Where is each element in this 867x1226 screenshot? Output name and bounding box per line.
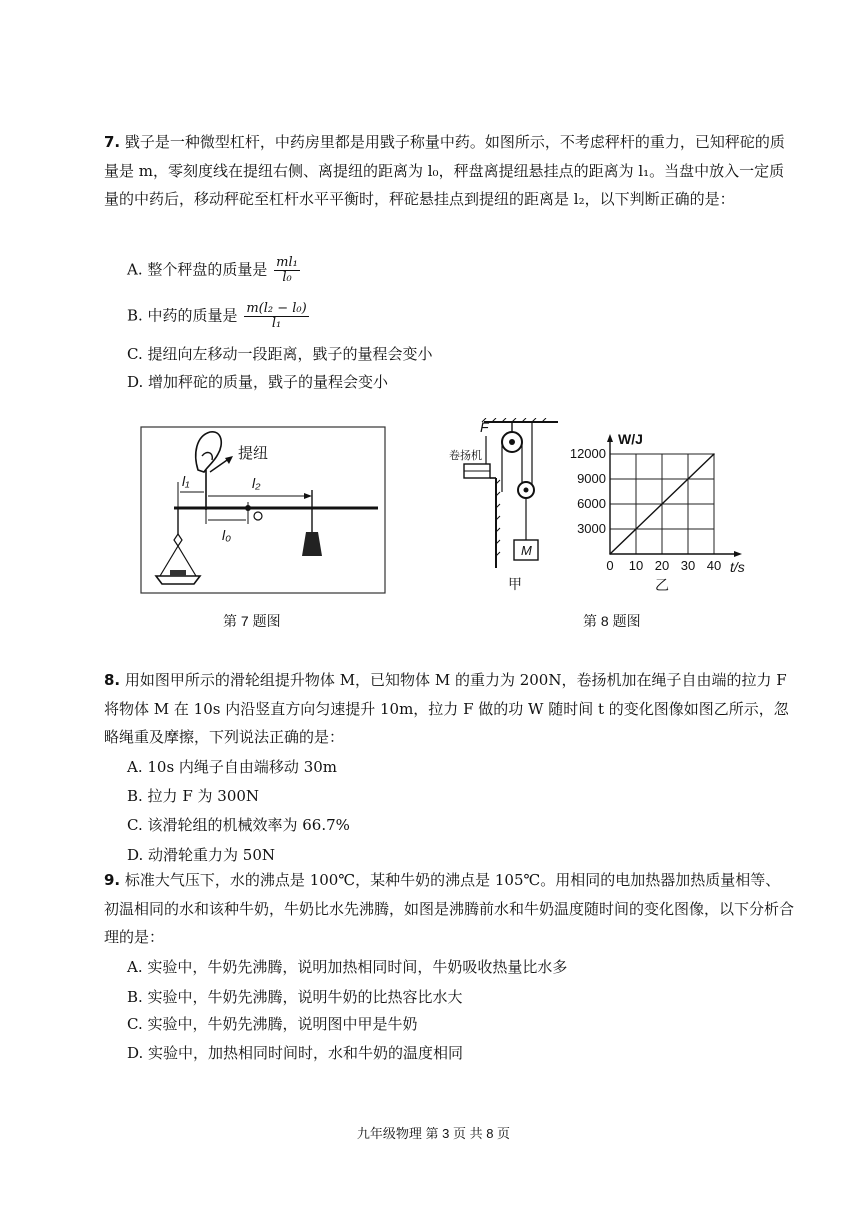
label-l0: l₀ <box>222 527 232 543</box>
fraction <box>244 302 308 331</box>
chart-axes <box>607 431 745 575</box>
label-f: F <box>480 419 489 435</box>
question-text: 戥子是一种微型杠杆，中药房里都是用戥子称量中药。如图所示，不考虑秤杆的重力，已知秤砣的质量是 m，零刻度线在提纽右侧、离提纽的距离为 l₀，秤盘离提纽悬挂点的距离为 l₁。当盘中放入一定质量的中药后，移动秤砣至杠杆水平平衡时，秤砣悬挂点到提纽的距离是 l₂，以下判断正确的是： <box>104 133 785 208</box>
fraction <box>274 256 300 285</box>
q7-option-c: C. 提纽向左移动一段距离，戥子的量程会变小 <box>127 345 433 363</box>
label-o: O <box>254 532 255 533</box>
y-axis-arrow <box>607 434 613 442</box>
page-footer: 九年级物理 第 3 页 共 8 页 <box>356 1126 511 1141</box>
q8-option-d: D. 动滑轮重力为 50N <box>127 846 276 864</box>
data-point <box>713 453 715 455</box>
fraction-denominator: l₁ <box>271 316 282 331</box>
chart-caption-label: 乙 <box>655 577 669 593</box>
scale-pan <box>156 576 200 584</box>
work-time-chart <box>570 428 760 596</box>
label-tiniu: 提纽 <box>238 445 269 462</box>
y-tick-label: 3000 <box>577 521 606 536</box>
q7-option-b <box>127 302 309 331</box>
x-tick-label: 40 <box>706 558 722 573</box>
question-text: 标准大气压下，水的沸点是 100℃，某种牛奶的沸点是 105℃。用相同的电加热器加热质量相等、初温相同的水和该种牛奶，牛奶比水先沸腾，如图是沸腾前水和牛奶温度随时间的变化图像，以下分析合理的是： <box>104 871 795 946</box>
q9-option-b: B. 实验中，牛奶先沸腾，说明牛奶的比热容比水大 <box>127 988 463 1006</box>
fraction-numerator: m(l₂ − l₀) <box>246 301 307 316</box>
pulley-system-figure <box>446 418 558 594</box>
fraction-denominator: l₀ <box>282 270 292 285</box>
x-axis-label: t/s <box>730 559 745 575</box>
question-7-stem <box>104 128 794 214</box>
label-m: M <box>521 543 532 558</box>
label-l2: l₂ <box>252 475 261 491</box>
steelyard-figure <box>138 424 388 596</box>
question-number: 7. <box>104 133 121 151</box>
q9-option-d: D. 实验中，加热相同时间时，水和牛奶的温度相同 <box>127 1044 464 1062</box>
y-axis-label: W/J <box>618 431 643 447</box>
question-number: 9. <box>104 871 121 889</box>
x-tick-label: 20 <box>654 558 670 573</box>
q7-option-a <box>127 256 300 285</box>
x-axis-arrow <box>734 551 742 557</box>
y-tick-label: 12000 <box>570 446 606 461</box>
question-text: 用如图甲所示的滑轮组提升物体 M，已知物体 M 的重力为 200N，卷扬机加在绳子自由端的拉力 F 将物体 M 在 10s 内沿竖直方向匀速提升 10m，拉力 F 做的功 W 随时间 t 的变化图像如图乙所示，忽略绳重及摩擦，下列说法正确的是： <box>104 671 789 746</box>
q9-option-a: A. 实验中，牛奶先沸腾，说明加热相同时间，牛奶吸收热量比水多 <box>127 958 568 976</box>
question-number: 8. <box>104 671 121 689</box>
y-tick-label: 6000 <box>577 496 606 511</box>
option-label: B. 中药的质量是 <box>127 306 238 325</box>
option-label: A. 整个秤盘的质量是 <box>127 260 268 279</box>
counterweight <box>302 532 322 556</box>
x-tick-label: 0 <box>606 558 614 573</box>
q7-option-d: D. 增加秤砣的质量，戥子的量程会变小 <box>127 373 389 391</box>
label-l1: l₁ <box>182 473 190 489</box>
q9-option-c: C. 实验中，牛奶先沸腾，说明图中甲是牛奶 <box>127 1015 418 1033</box>
fraction-numerator: ml₁ <box>276 255 298 270</box>
q8-option-a: A. 10s 内绳子自由端移动 30m <box>127 758 338 776</box>
x-tick-label: 10 <box>628 558 644 573</box>
question-9-stem <box>104 866 794 952</box>
y-tick-label: 9000 <box>577 471 606 486</box>
figure-8-caption: 第 8 题图 <box>583 613 641 629</box>
q8-option-c: C. 该滑轮组的机械效率为 66.7% <box>127 816 350 834</box>
data-point <box>609 553 611 555</box>
question-8-stem <box>104 666 794 752</box>
x-tick-label: 30 <box>680 558 696 573</box>
label-winch: 卷扬机 <box>449 450 482 462</box>
q8-option-b: B. 拉力 F 为 300N <box>127 787 260 805</box>
label-jia: 甲 <box>508 576 522 592</box>
figure-7-caption: 第 7 题图 <box>223 613 281 629</box>
